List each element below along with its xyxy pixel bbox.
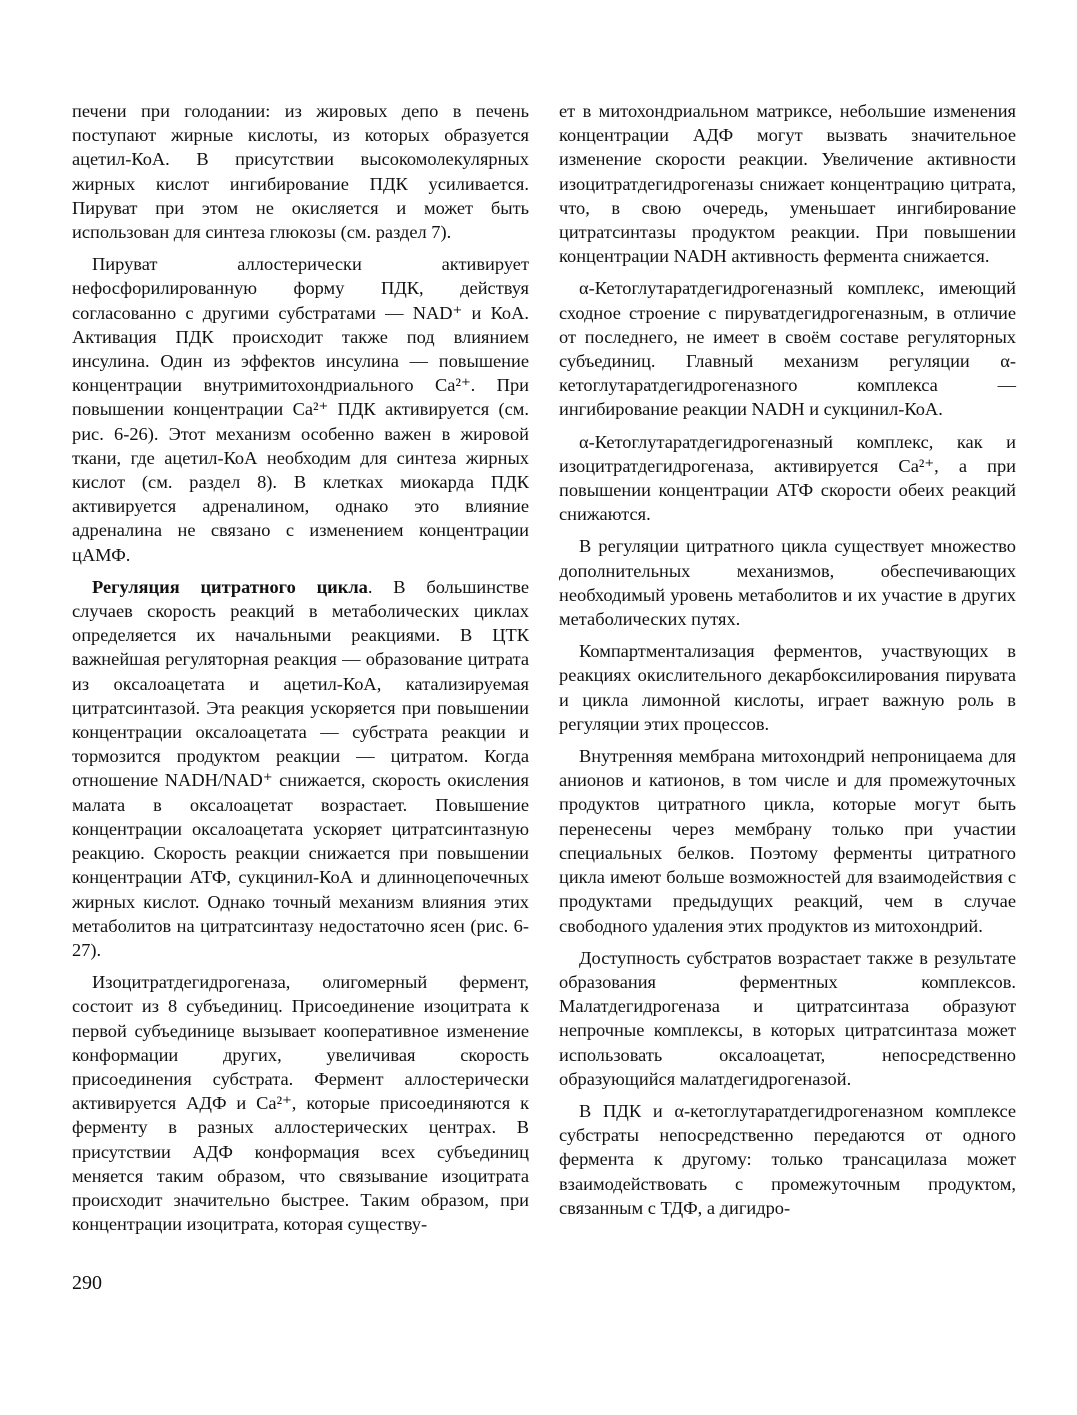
paragraph: В регуляции цитратного цикла существует множество дополнительных механизмов, обеспечивающих необходимый уровень метаболитов и их участие в других метаболических путях. — [559, 536, 1016, 630]
paragraph-text: . В большинстве случаев скорость реакций в метаболических циклах определяется их начальными реакциями. В ЦТК важнейшая регуляторная реакция — образование цитрата из оксалоацетата и ацетил-КоА, катализируемая цитратсинтазой. Эта реакция ускоряется при повышении концентрации оксалоацетата — субстрата реакции и тормозится продуктом реакции — цитратом. Когда отношение NADH/NAD⁺ снижается, скорость окисления малата в оксалоацетат возрастает. Повышение концентрации оксалоацетата ускоряет цитратсинтазную реакцию. Скорость реакции снижается при повышении концентрации АТФ, сукцинил-КоА и длинноцепочечных жирных кислот. Однако точный механизм влияния этих метаболитов на цитратсинтазу недостаточно ясен (рис. 6-27). — [72, 576, 529, 960]
paragraph: ет в митохондриальном матриксе, небольшие изменения концентрации АДФ могут вызвать значительное изменение скорости реакции. Увеличение активности изоцитратдегидрогеназы снижает концентрацию цитрата, что, в свою очередь, уменьшает ингибирование цитратсинтазы продуктом реакции. При повышении концентрации NADH активность фермента снижается. — [559, 101, 1016, 267]
paragraph: Внутренняя мембрана митохондрий непроницаема для анионов и катионов, в том числе и для промежуточных продуктов цитратного цикла, которые могут быть перенесены через мембрану только при участии специальных белков. Поэтому ферменты цитратного цикла имеют больше возможностей для взаимодействия с продуктами предыдущих реакций, чем в случае свободного удаления этих продуктов из митохондрий. — [559, 746, 1016, 936]
paragraph: Доступность субстратов возрастает также в результате образования ферментных комплексов. Малатдегидрогеназа и цитратсинтаза образуют непрочные комплексы, в которых цитратсинтаза может использовать оксалоацетат, непосредственно образующийся малатдегидрогеназой. — [559, 947, 1016, 1089]
right-column — [559, 99, 1016, 1228]
paragraph: Компартментализация ферментов, участвующих в реакциях окислительного декарбоксилирования пирувата и цикла лимонной кислоты, играет важную роль в регуляции этих процессов. — [559, 641, 1016, 734]
paragraph: Пируват аллостерически активирует нефосфорилированную форму ПДК, действуя согласованно с другими субстратами — NAD⁺ и КоА. Активация ПДК происходит также под влиянием инсулина. Один из эффектов инсулина — повышение концентрации внутримитохондриального Ca²⁺. При повышении концентрации Ca²⁺ ПДК активируется (см. рис. 6-26). Этот механизм особенно важен в жировой ткани, где ацетил-КоА необходим для синтеза жирных кислот (см. раздел 8). В клетках миокарда ПДК активируется адреналином, однако это влияние адреналина не связано с изменением концентрации цАМФ. — [72, 254, 529, 565]
page-number: 290 — [72, 1272, 102, 1294]
paragraph: α-Кетоглутаратдегидрогеназный комплекс, как и изоцитратдегидрогеназа, активируется Ca²⁺, а при повышении концентрации АТФ скорости обеих реакций снижаются. — [559, 431, 1016, 525]
paragraph — [72, 575, 529, 962]
paragraph: α-Кетоглутаратдегидрогеназный комплекс, имеющий сходное строение с пируватдегидрогеназным, в отличие от последнего, не имеет в своём составе регуляторных субъединиц. Главный механизм регуляции α-кетоглутаратдегидрогеназного комплекса — ингибирование реакции NADH и сукцинил-КоА. — [559, 278, 1016, 420]
paragraph: В ПДК и α-кетоглутаратдегидрогеназном комплексе субстраты непосредственно передаются от одного фермента к другому: только трансацилаза может взаимодействовать с промежуточным продуктом, связанным с ТДФ, а дигидро- — [559, 1100, 1016, 1218]
left-column — [72, 99, 529, 1244]
paragraph: печени при голодании: из жировых депо в печень поступают жирные кислоты, из которых образуется ацетил-КоА. В присутствии высокомолекулярных жирных кислот ингибирование ПДК усиливается. Пируват при этом не окисляется и может быть использован для синтеза глюкозы (см. раздел 7). — [72, 101, 529, 243]
paragraph: Изоцитратдегидрогеназа, олигомерный фермент, состоит из 8 субъединиц. Присоединение изоцитрата к первой субъединице вызывает кооперативное изменение конформации других, увеличивая скорость присоединения субстрата. Фермент аллостерически активируется АДФ и Ca²⁺, которые присоединяются к ферменту в разных аллостерических центрах. В присутствии АДФ конформация всех субъединиц меняется таким образом, что связывание изоцитрата происходит значительно быстрее. Таким образом, при концентрации изоцитрата, которая существу- — [72, 972, 529, 1235]
section-heading: Регуляция цитратного цикла — [92, 576, 368, 597]
